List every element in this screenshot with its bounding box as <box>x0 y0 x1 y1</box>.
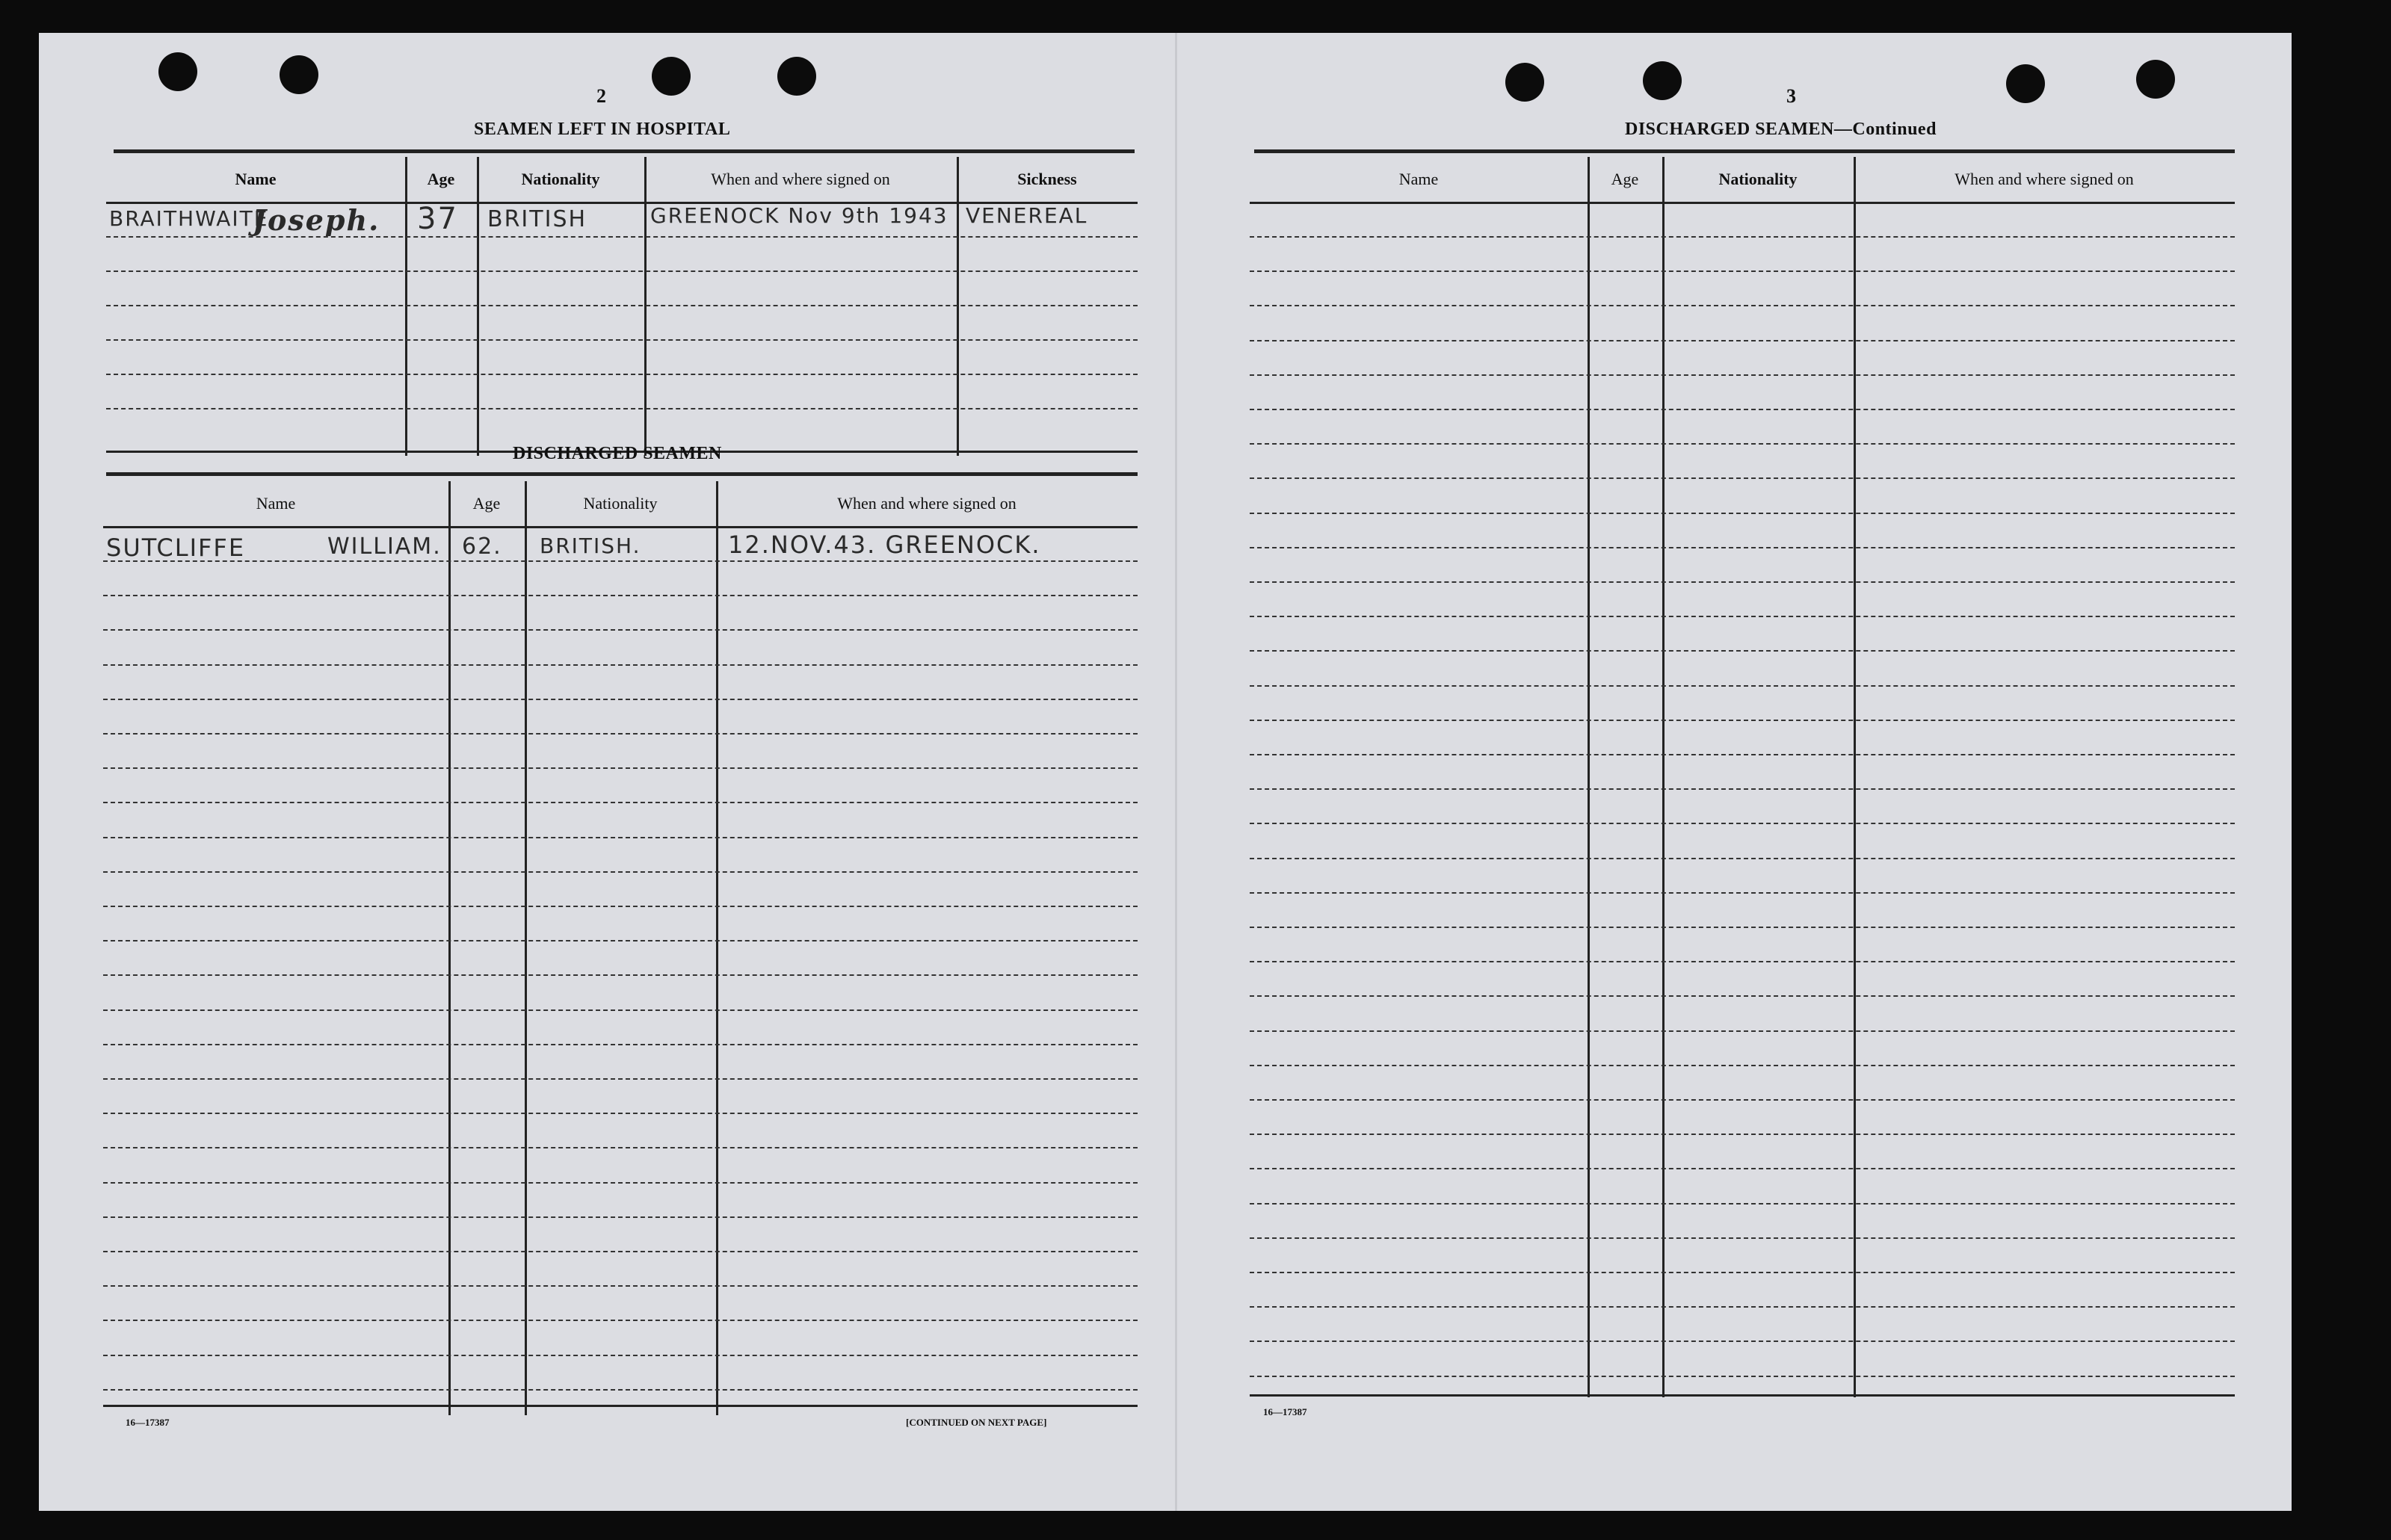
punch-hole <box>1643 61 1682 100</box>
entry-sickness: VENEREAL <box>966 203 1088 228</box>
entry-signed-on: 12.NOV.43. GREENOCK. <box>728 531 1041 559</box>
row-line <box>1250 374 2235 376</box>
column-divider <box>644 157 647 456</box>
row-line <box>103 906 1138 907</box>
row-line <box>1250 650 2235 652</box>
punch-hole <box>158 52 197 91</box>
title-rule <box>114 149 1135 153</box>
row-line <box>103 1389 1138 1391</box>
row-line <box>106 270 1138 272</box>
table-header <box>1250 157 2235 204</box>
row-line <box>103 1147 1138 1148</box>
column-divider <box>1588 157 1590 1397</box>
header-signed-on: When and where signed on <box>1955 170 2134 188</box>
row-line <box>106 305 1138 306</box>
row-line <box>1250 823 2235 824</box>
punch-hole <box>280 55 318 94</box>
row-line <box>103 699 1138 700</box>
row-line <box>103 1355 1138 1356</box>
entry-signed-on: GREENOCK Nov 9th 1943 <box>650 203 948 228</box>
row-line <box>1250 995 2235 997</box>
header-signed-on: When and where signed on <box>711 170 890 188</box>
row-line <box>1250 340 2235 341</box>
row-line <box>103 595 1138 596</box>
row-line <box>1250 1168 2235 1169</box>
row-line <box>1250 754 2235 755</box>
continued-note: [CONTINUED ON NEXT PAGE] <box>906 1417 1047 1428</box>
row-line <box>103 1044 1138 1045</box>
column-divider <box>957 157 959 456</box>
row-line <box>1250 1306 2235 1308</box>
entry-given-name: WILLIAM. <box>327 534 442 560</box>
punch-hole <box>652 57 691 96</box>
entry-given-name: Joseph. <box>253 203 380 237</box>
table-header <box>103 481 1138 528</box>
row-line <box>1250 961 2235 962</box>
row-line <box>106 408 1138 409</box>
row-line <box>103 1009 1138 1011</box>
row-line <box>1250 616 2235 617</box>
punch-hole <box>2136 60 2175 99</box>
entry-age: 37 <box>417 202 458 236</box>
table-header <box>106 157 1138 204</box>
row-line <box>1250 788 2235 790</box>
column-divider <box>525 481 527 1415</box>
punch-hole <box>1505 63 1544 102</box>
row-line <box>1250 1272 2235 1273</box>
table-bottom-rule <box>1250 1394 2235 1397</box>
header-nationality: Nationality <box>521 170 600 188</box>
title-continued: —Continued <box>1833 120 1937 139</box>
column-divider <box>477 157 479 456</box>
header-sickness: Sickness <box>1017 170 1077 188</box>
row-line <box>1250 236 2235 238</box>
punch-hole <box>777 57 816 96</box>
header-name: Name <box>1398 170 1439 188</box>
column-divider <box>716 481 718 1415</box>
row-line <box>1250 858 2235 859</box>
row-line <box>103 1113 1138 1114</box>
hospital-table <box>106 157 1138 456</box>
row-line <box>1250 685 2235 687</box>
row-line <box>103 1216 1138 1218</box>
header-signed-on: When and where signed on <box>837 494 1016 513</box>
row-line <box>103 940 1138 941</box>
row-line <box>103 871 1138 873</box>
row-line <box>1250 1030 2235 1032</box>
row-line <box>103 974 1138 976</box>
row-line <box>103 664 1138 666</box>
column-divider <box>1662 157 1665 1397</box>
entry-age: 62. <box>462 534 502 560</box>
row-line <box>103 629 1138 631</box>
row-line <box>103 767 1138 769</box>
header-name: Name <box>235 170 277 188</box>
title-rule <box>1254 149 2235 153</box>
title-rule <box>106 472 1138 476</box>
left-page <box>39 33 1190 1511</box>
entry-surname: SUTCLIFFE <box>106 534 246 562</box>
hospital-section-title: SEAMEN LEFT IN HOSPITAL <box>474 120 731 139</box>
header-nationality: Nationality <box>583 494 658 513</box>
form-code: 16—17387 <box>126 1417 170 1428</box>
row-line <box>1250 1134 2235 1135</box>
row-line <box>103 1078 1138 1080</box>
discharged-table <box>103 481 1138 1415</box>
row-line <box>103 1285 1138 1287</box>
row-line <box>103 1251 1138 1252</box>
document-sheet <box>39 33 2292 1511</box>
header-age: Age <box>472 494 501 513</box>
column-divider <box>448 481 451 1415</box>
row-line <box>1250 513 2235 514</box>
row-line <box>1250 547 2235 548</box>
entry-surname: BRAITHWAITE <box>109 206 269 231</box>
page-number: 2 <box>596 85 606 107</box>
row-line <box>1250 1340 2235 1342</box>
row-line <box>1250 1376 2235 1377</box>
discharged-continued-table <box>1250 157 2235 1397</box>
form-code: 16—17387 <box>1263 1406 1307 1417</box>
page-number: 3 <box>1786 85 1796 107</box>
row-line <box>1250 270 2235 272</box>
row-line <box>103 1182 1138 1184</box>
row-line <box>103 560 1138 562</box>
row-line <box>1250 581 2235 583</box>
entry-nationality: BRITISH. <box>540 534 641 558</box>
row-line <box>106 339 1138 341</box>
row-line <box>103 733 1138 735</box>
row-line <box>1250 720 2235 721</box>
row-line <box>1250 1099 2235 1101</box>
header-age: Age <box>1611 170 1639 188</box>
title-main: DISCHARGED SEAMEN <box>1625 120 1834 139</box>
right-page <box>1190 33 2292 1511</box>
row-line <box>1250 1237 2235 1239</box>
row-line <box>1250 1065 2235 1066</box>
row-line <box>1250 1203 2235 1205</box>
row-line <box>1250 477 2235 479</box>
table-bottom-rule <box>103 1405 1138 1407</box>
discharged-continued-title <box>1625 120 1937 140</box>
column-divider <box>405 157 407 456</box>
row-line <box>1250 305 2235 306</box>
column-divider <box>1854 157 1856 1397</box>
row-line <box>106 374 1138 375</box>
row-line <box>103 802 1138 803</box>
row-line <box>103 1320 1138 1321</box>
header-nationality: Nationality <box>1718 170 1798 188</box>
row-line <box>1250 927 2235 928</box>
header-name: Name <box>256 494 296 513</box>
row-line <box>1250 409 2235 410</box>
discharged-section-title: DISCHARGED SEAMEN <box>513 444 722 463</box>
entry-nationality: BRITISH <box>487 206 587 232</box>
row-line <box>1250 443 2235 445</box>
row-line <box>103 837 1138 838</box>
row-line <box>1250 892 2235 894</box>
header-age: Age <box>427 170 455 188</box>
punch-hole <box>2006 64 2045 103</box>
